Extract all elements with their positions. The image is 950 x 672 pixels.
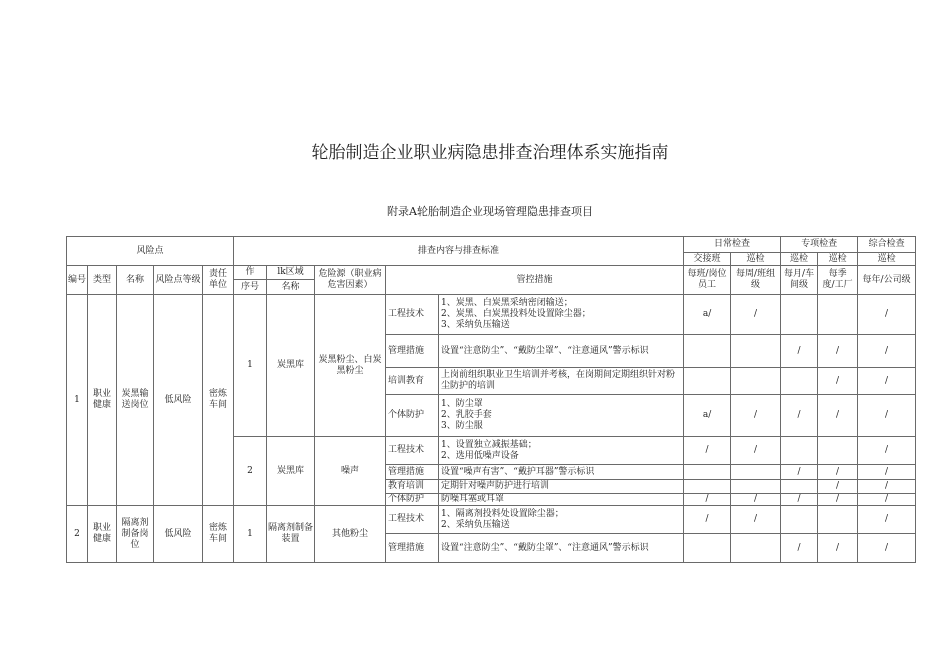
group-unit: 密炼 车间 (203, 295, 234, 506)
freq-week-mark: / (731, 395, 781, 437)
freq-year-mark: / (858, 534, 916, 563)
freq-quarter-mark: / (818, 494, 858, 506)
item-hazard: 噪声 (315, 437, 386, 506)
freq-quarter-mark (818, 295, 858, 335)
header-name: 名称 (117, 266, 154, 295)
freq-week-mark (731, 534, 781, 563)
header-inspection: 巡检 (858, 253, 916, 266)
item-area: 炭黑库 (267, 295, 315, 437)
freq-week-mark: / (731, 506, 781, 534)
measure-content: 上岗前组织职业卫生培训并考核，在岗期间定期组织针对粉尘防护的培训 (439, 368, 684, 395)
freq-month-mark: / (781, 494, 818, 506)
item-seq: 1 (234, 506, 267, 563)
measure-category: 个体防护 (386, 494, 439, 506)
group-name: 隔离剂 制备岗 位 (117, 506, 154, 563)
item-area: 隔离剂制备 装置 (267, 506, 315, 563)
group-risk-level: 低风险 (154, 506, 203, 563)
measure-content: 防噪耳塞或耳罩 (439, 494, 684, 506)
header-inspection: 巡检 (818, 253, 858, 266)
header-special-check: 专项检查 (781, 237, 858, 253)
table-row (67, 506, 916, 534)
measure-category: 管理措施 (386, 465, 439, 480)
header-risk-point: 风险点 (67, 237, 234, 266)
measure-category: 教育培训 (386, 480, 439, 494)
item-hazard: 其他粉尘 (315, 506, 386, 563)
measure-content: 设置“注意防尘”、“戴防尘罩”、“注意通风”警示标识 (439, 335, 684, 368)
group-unit: 密炼 车间 (203, 506, 234, 563)
freq-week-mark (731, 335, 781, 368)
freq-week-mark: / (731, 494, 781, 506)
header-inspection: 巡检 (781, 253, 818, 266)
header-inspection: 巡检 (731, 253, 781, 266)
freq-year-mark: / (858, 437, 916, 465)
header-freq-month: 每月/车 间级 (781, 266, 818, 295)
freq-month-mark: / (781, 534, 818, 563)
freq-quarter-mark: / (818, 480, 858, 494)
header-risk-level: 风险点等级 (154, 266, 203, 295)
freq-shift-mark: a/ (684, 395, 731, 437)
header-check-content: 排查内容与排查标准 (234, 237, 684, 266)
header-comprehensive-check: 综合检查 (858, 237, 916, 253)
freq-week-mark: / (731, 437, 781, 465)
header-work-a: 作 (234, 266, 267, 280)
header-freq-shift: 每班/岗位 员工 (684, 266, 731, 295)
measure-content: 定期针对噪声防护进行培训 (439, 480, 684, 494)
freq-quarter-mark (818, 506, 858, 534)
freq-year-mark: / (858, 465, 916, 480)
group-name: 炭黑输 送岗位 (117, 295, 154, 506)
freq-quarter-mark: / (818, 465, 858, 480)
freq-year-mark: / (858, 295, 916, 335)
freq-shift-mark (684, 368, 731, 395)
measure-category: 培训教育 (386, 368, 439, 395)
measure-category: 工程技术 (386, 437, 439, 465)
freq-week-mark (731, 480, 781, 494)
freq-year-mark: / (858, 494, 916, 506)
freq-year-mark: / (858, 368, 916, 395)
header-freq-quarter: 每季 度/工厂 (818, 266, 858, 295)
freq-year-mark: / (858, 506, 916, 534)
freq-shift-mark: a/ (684, 295, 731, 335)
header-seq: 序号 (234, 280, 267, 295)
measure-category: 管理措施 (386, 534, 439, 563)
header-freq-year: 每年/公司级 (858, 266, 916, 295)
freq-shift-mark (684, 465, 731, 480)
freq-year-mark: / (858, 395, 916, 437)
header-responsible-unit: 责任 单位 (203, 266, 234, 295)
freq-month-mark (781, 437, 818, 465)
freq-quarter-mark: / (818, 395, 858, 437)
group-no: 2 (67, 506, 88, 563)
freq-shift-mark (684, 335, 731, 368)
freq-month-mark: / (781, 395, 818, 437)
freq-week-mark (731, 368, 781, 395)
freq-year-mark: / (858, 480, 916, 494)
freq-week-mark (731, 465, 781, 480)
measure-category: 工程技术 (386, 295, 439, 335)
item-seq: 2 (234, 437, 267, 506)
inspection-table (66, 236, 916, 563)
freq-month-mark (781, 506, 818, 534)
freq-shift-mark (684, 534, 731, 563)
freq-quarter-mark: / (818, 534, 858, 563)
freq-year-mark: / (858, 335, 916, 368)
freq-month-mark: / (781, 335, 818, 368)
header-work-b: lk区域 (267, 266, 315, 280)
item-seq: 1 (234, 295, 267, 437)
header-control-measures: 管控措施 (386, 266, 684, 295)
freq-quarter-mark (818, 437, 858, 465)
header-daily-check: 日常检查 (684, 237, 781, 253)
table-row (67, 295, 916, 335)
measure-category: 个体防护 (386, 395, 439, 437)
group-no: 1 (67, 295, 88, 506)
header-hazard: 危险源（职业病 危害因素） (315, 266, 386, 295)
freq-shift-mark: / (684, 494, 731, 506)
freq-month-mark: / (781, 465, 818, 480)
freq-quarter-mark: / (818, 368, 858, 395)
measure-category: 管理措施 (386, 335, 439, 368)
header-area-name: 名称 (267, 280, 315, 295)
document-title: 轮胎制造企业职业病隐患排查治理体系实施指南 (311, 143, 669, 163)
measure-content: 1、防尘罩 2、乳胶手套 3、防尘服 (439, 395, 684, 437)
measure-category: 工程技术 (386, 506, 439, 534)
header-freq-week: 每周/班组 级 (731, 266, 781, 295)
header-shift-handover: 交接班 (684, 253, 731, 266)
group-type: 职业 健康 (88, 506, 117, 563)
freq-shift-mark: / (684, 506, 731, 534)
measure-content: 1、炭黑、白炭黑采纳密闭输送； 2、炭黑、白炭黑投料处设置除尘器； 3、采纳负压输送 (439, 295, 684, 335)
freq-week-mark: / (731, 295, 781, 335)
measure-content: 设置“噪声有害”、“戴护耳器”警示标识 (439, 465, 684, 480)
measure-content: 1、设置独立减振基础； 2、选用低噪声设备 (439, 437, 684, 465)
freq-month-mark (781, 480, 818, 494)
group-risk-level: 低风险 (154, 295, 203, 506)
header-type: 类型 (88, 266, 117, 295)
freq-shift-mark (684, 480, 731, 494)
measure-content: 1、隔离剂投料处设置除尘器； 2、采纳负压输送 (439, 506, 684, 534)
item-hazard: 炭黑粉尘、白炭 黑粉尘 (315, 295, 386, 437)
freq-month-mark (781, 368, 818, 395)
appendix-subtitle: 附录A轮胎制造企业现场管理隐患排查项目 (387, 205, 593, 218)
measure-content: 设置“注意防尘”、“戴防尘罩”、“注意通风”警示标识 (439, 534, 684, 563)
freq-month-mark (781, 295, 818, 335)
group-type: 职业 健康 (88, 295, 117, 506)
freq-shift-mark: / (684, 437, 731, 465)
item-area: 炭黑库 (267, 437, 315, 506)
header-no: 编号 (67, 266, 88, 295)
freq-quarter-mark: / (818, 335, 858, 368)
